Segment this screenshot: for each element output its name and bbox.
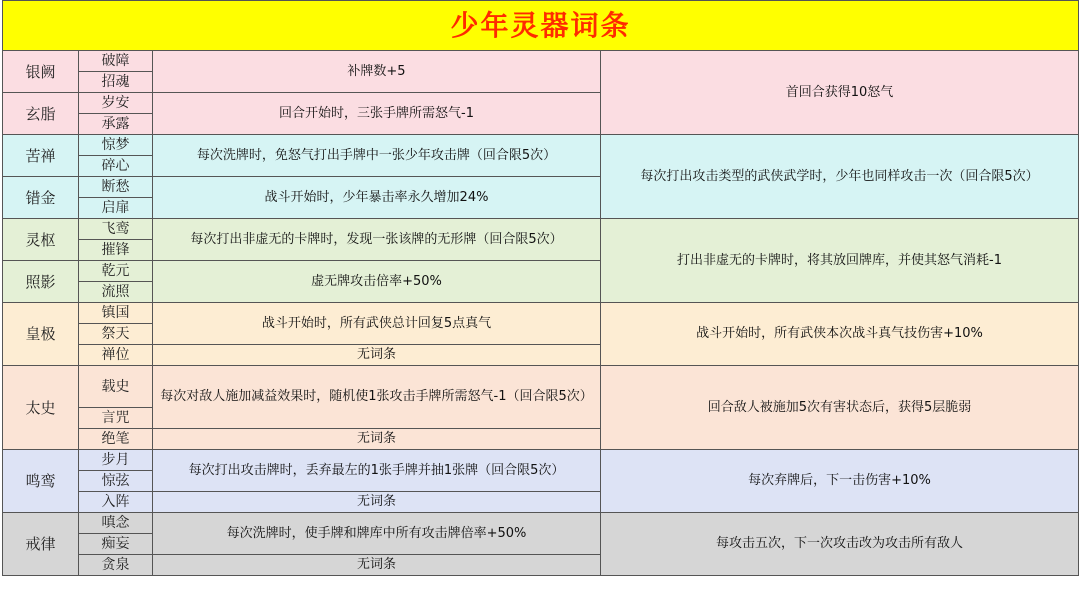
set-effect-cell: 打出非虚无的卡牌时，将其放回牌库，并使其怒气消耗-1 [601,219,1079,303]
effect-cell: 每次打出非虚无的卡牌时，发现一张该牌的无形牌（回合限5次） [153,219,601,261]
group-cell: 戒律 [3,513,79,576]
sub-cell: 招魂 [79,72,153,93]
sub-cell: 入阵 [79,492,153,513]
sheet-title: 少年灵器词条 [3,1,1079,51]
sub-cell: 承露 [79,114,153,135]
sub-cell: 惊弦 [79,471,153,492]
sub-cell: 嗔念 [79,513,153,534]
group-cell: 灵枢 [3,219,79,261]
group-cell: 太史 [3,366,79,450]
effect-cell: 回合开始时，三张手牌所需怒气-1 [153,93,601,135]
group-cell: 苦禅 [3,135,79,177]
set-effect-cell: 回合敌人被施加5次有害状态后，获得5层脆弱 [601,366,1079,450]
sub-cell: 痴妄 [79,534,153,555]
group-cell: 银阙 [3,51,79,93]
effect-cell: 补牌数+5 [153,51,601,93]
sub-cell: 步月 [79,450,153,471]
effect-cell: 无词条 [153,492,601,513]
group-cell: 照影 [3,261,79,303]
sub-cell: 流照 [79,282,153,303]
sub-cell: 乾元 [79,261,153,282]
effect-cell: 无词条 [153,429,601,450]
sub-cell: 飞鸾 [79,219,153,240]
sub-cell: 摧锋 [79,240,153,261]
set-effect-cell: 每攻击五次，下一次攻击改为攻击所有敌人 [601,513,1079,576]
sub-cell: 祭天 [79,324,153,345]
sub-cell: 破障 [79,51,153,72]
sub-cell: 启扉 [79,198,153,219]
set-effect-cell: 战斗开始时，所有武侠本次战斗真气技伤害+10% [601,303,1079,366]
group-cell: 皇极 [3,303,79,366]
set-effect-cell: 每次打出攻击类型的武侠武学时，少年也同样攻击一次（回合限5次） [601,135,1079,219]
group-cell: 错金 [3,177,79,219]
effect-cell: 每次洗牌时，使手牌和牌库中所有攻击牌倍率+50% [153,513,601,555]
sub-cell: 禅位 [79,345,153,366]
sub-cell: 贪泉 [79,555,153,576]
effect-cell: 无词条 [153,555,601,576]
set-effect-cell: 首回合获得10怒气 [601,51,1079,135]
sub-cell: 碎心 [79,156,153,177]
sub-cell: 惊梦 [79,135,153,156]
effect-cell: 战斗开始时，所有武侠总计回复5点真气 [153,303,601,345]
group-cell: 鸣鸾 [3,450,79,513]
sub-cell: 言咒 [79,408,153,429]
effect-cell: 无词条 [153,345,601,366]
sub-cell: 镇国 [79,303,153,324]
sub-cell: 岁安 [79,93,153,114]
effect-cell: 每次洗牌时，免怒气打出手牌中一张少年攻击牌（回合限5次） [153,135,601,177]
effect-cell: 每次打出攻击牌时，丢弃最左的1张手牌并抽1张牌（回合限5次） [153,450,601,492]
effect-cell: 战斗开始时，少年暴击率永久增加24% [153,177,601,219]
sub-cell: 绝笔 [79,429,153,450]
set-effect-cell: 每次弃牌后，下一击伤害+10% [601,450,1079,513]
sub-cell: 断愁 [79,177,153,198]
effect-cell: 虚无牌攻击倍率+50% [153,261,601,303]
effect-cell: 每次对敌人施加减益效果时，随机使1张攻击手牌所需怒气-1（回合限5次） [153,366,601,429]
artifact-affix-table [2,0,1079,576]
group-cell: 玄脂 [3,93,79,135]
sub-cell: 载史 [79,366,153,408]
